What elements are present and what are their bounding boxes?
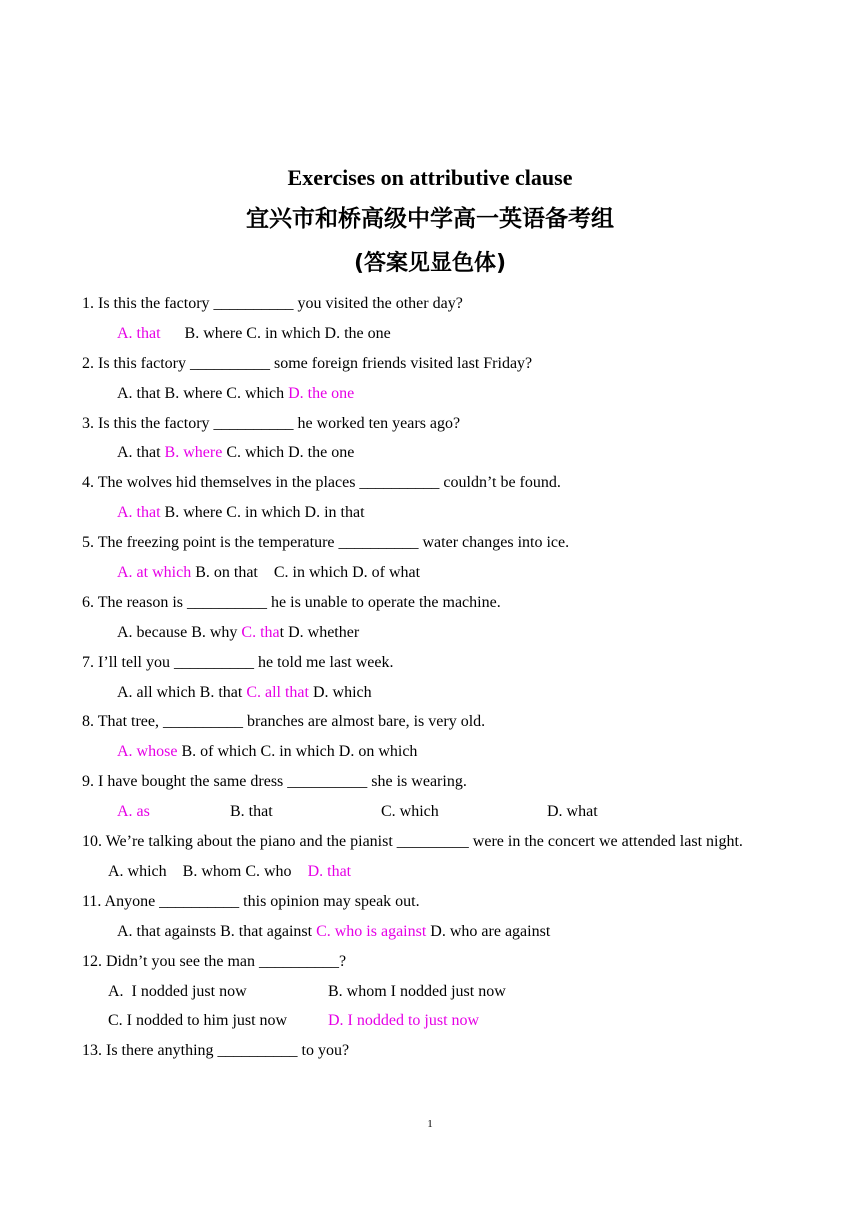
answer-options: [82, 737, 779, 767]
answer-options: [82, 498, 779, 528]
option-text: A. because B. why: [117, 623, 242, 641]
document-title: Exercises on attributive clause: [287, 165, 573, 190]
answer-options: [82, 678, 779, 708]
question-text: 3. Is this the factory __________ he worked ten years ago?: [82, 414, 461, 432]
document-group-heading: 宜兴市和桥高级中学高一英语备考组: [246, 206, 614, 232]
option-text: A. I nodded just now: [108, 982, 247, 1000]
option-text: C. which D. the one: [222, 444, 355, 462]
correct-answer: C. tha: [241, 623, 280, 641]
question-list: [82, 289, 779, 1066]
answer-options: [82, 857, 779, 887]
question-text: 12. Didn’t you see the man __________?: [82, 952, 347, 970]
page-number: 1: [427, 1118, 433, 1130]
correct-answer: C. who is against: [316, 922, 427, 940]
correct-answer: A. that: [117, 324, 161, 342]
question-text: 11. Anyone __________ this opinion may speak out.: [82, 892, 420, 910]
question-text: 9. I have bought the same dress __________ she is wearing.: [82, 773, 467, 791]
option-text: C. I nodded to him just now: [108, 1012, 288, 1030]
answer-options: [82, 379, 779, 409]
correct-answer: C. all that: [246, 683, 309, 701]
question-text: 5. The freezing point is the temperature __________ water changes into ice.: [82, 534, 570, 552]
answer-options: [82, 917, 779, 947]
correct-answer: B. where: [164, 444, 223, 462]
option-text: B. where C. in which D. in that: [160, 504, 365, 522]
option-text: D. who are against: [426, 922, 551, 940]
question-text: 4. The wolves hid themselves in the places __________ couldn’t be found.: [82, 474, 561, 492]
correct-answer: A. at which: [117, 564, 192, 582]
answer-options: [82, 438, 779, 468]
answer-options: [82, 977, 779, 1007]
question-text: 7. I’ll tell you __________ he told me last week.: [82, 653, 394, 671]
option-text: t D. whether: [279, 623, 360, 641]
option-text: C. which: [381, 803, 439, 821]
option-text: D. what: [547, 803, 598, 821]
answer-options: [82, 618, 779, 648]
answer-options: [82, 1006, 779, 1036]
answer-options: [82, 797, 779, 827]
answer-options: [82, 319, 779, 349]
correct-answer: A. that: [117, 504, 161, 522]
correct-answer: D. I nodded to just now: [328, 1012, 480, 1030]
option-text: D. which: [308, 683, 372, 701]
correct-answer: D. the one: [288, 384, 355, 402]
question-text: 2. Is this factory __________ some foreign friends visited last Friday?: [82, 354, 533, 372]
option-text: A. all which B. that: [117, 683, 247, 701]
question-text: 1. Is this the factory __________ you visited the other day?: [82, 295, 463, 312]
question-text: 8. That tree, __________ branches are almost bare, is very old.: [82, 713, 486, 731]
option-text: B. on that C. in which D. of what: [191, 564, 421, 582]
option-text: B. where C. in which D. the one: [160, 324, 391, 342]
answer-options: [82, 558, 779, 588]
correct-answer: D. that: [307, 862, 352, 880]
correct-answer: A. as: [117, 803, 150, 821]
option-text: A. that againsts B. that against: [117, 922, 317, 940]
correct-answer: A. whose: [117, 743, 178, 761]
question-text: 6. The reason is __________ he is unable to operate the machine.: [82, 593, 501, 611]
option-text: A. which B. whom C. who: [108, 862, 308, 880]
question-text: 10. We’re talking about the piano and the pianist _________ were in the concert we attended last night.: [82, 833, 743, 851]
option-text: B. whom I nodded just now: [328, 982, 506, 1000]
option-text: A. that B. where C. which: [117, 384, 289, 402]
option-text: B. that: [230, 803, 273, 821]
option-text: A. that: [117, 444, 165, 462]
option-text: B. of which C. in which D. on which: [177, 743, 418, 761]
question-text: 13. Is there anything __________ to you?: [82, 1042, 350, 1060]
answer-note: (答案见显色体): [353, 251, 507, 276]
